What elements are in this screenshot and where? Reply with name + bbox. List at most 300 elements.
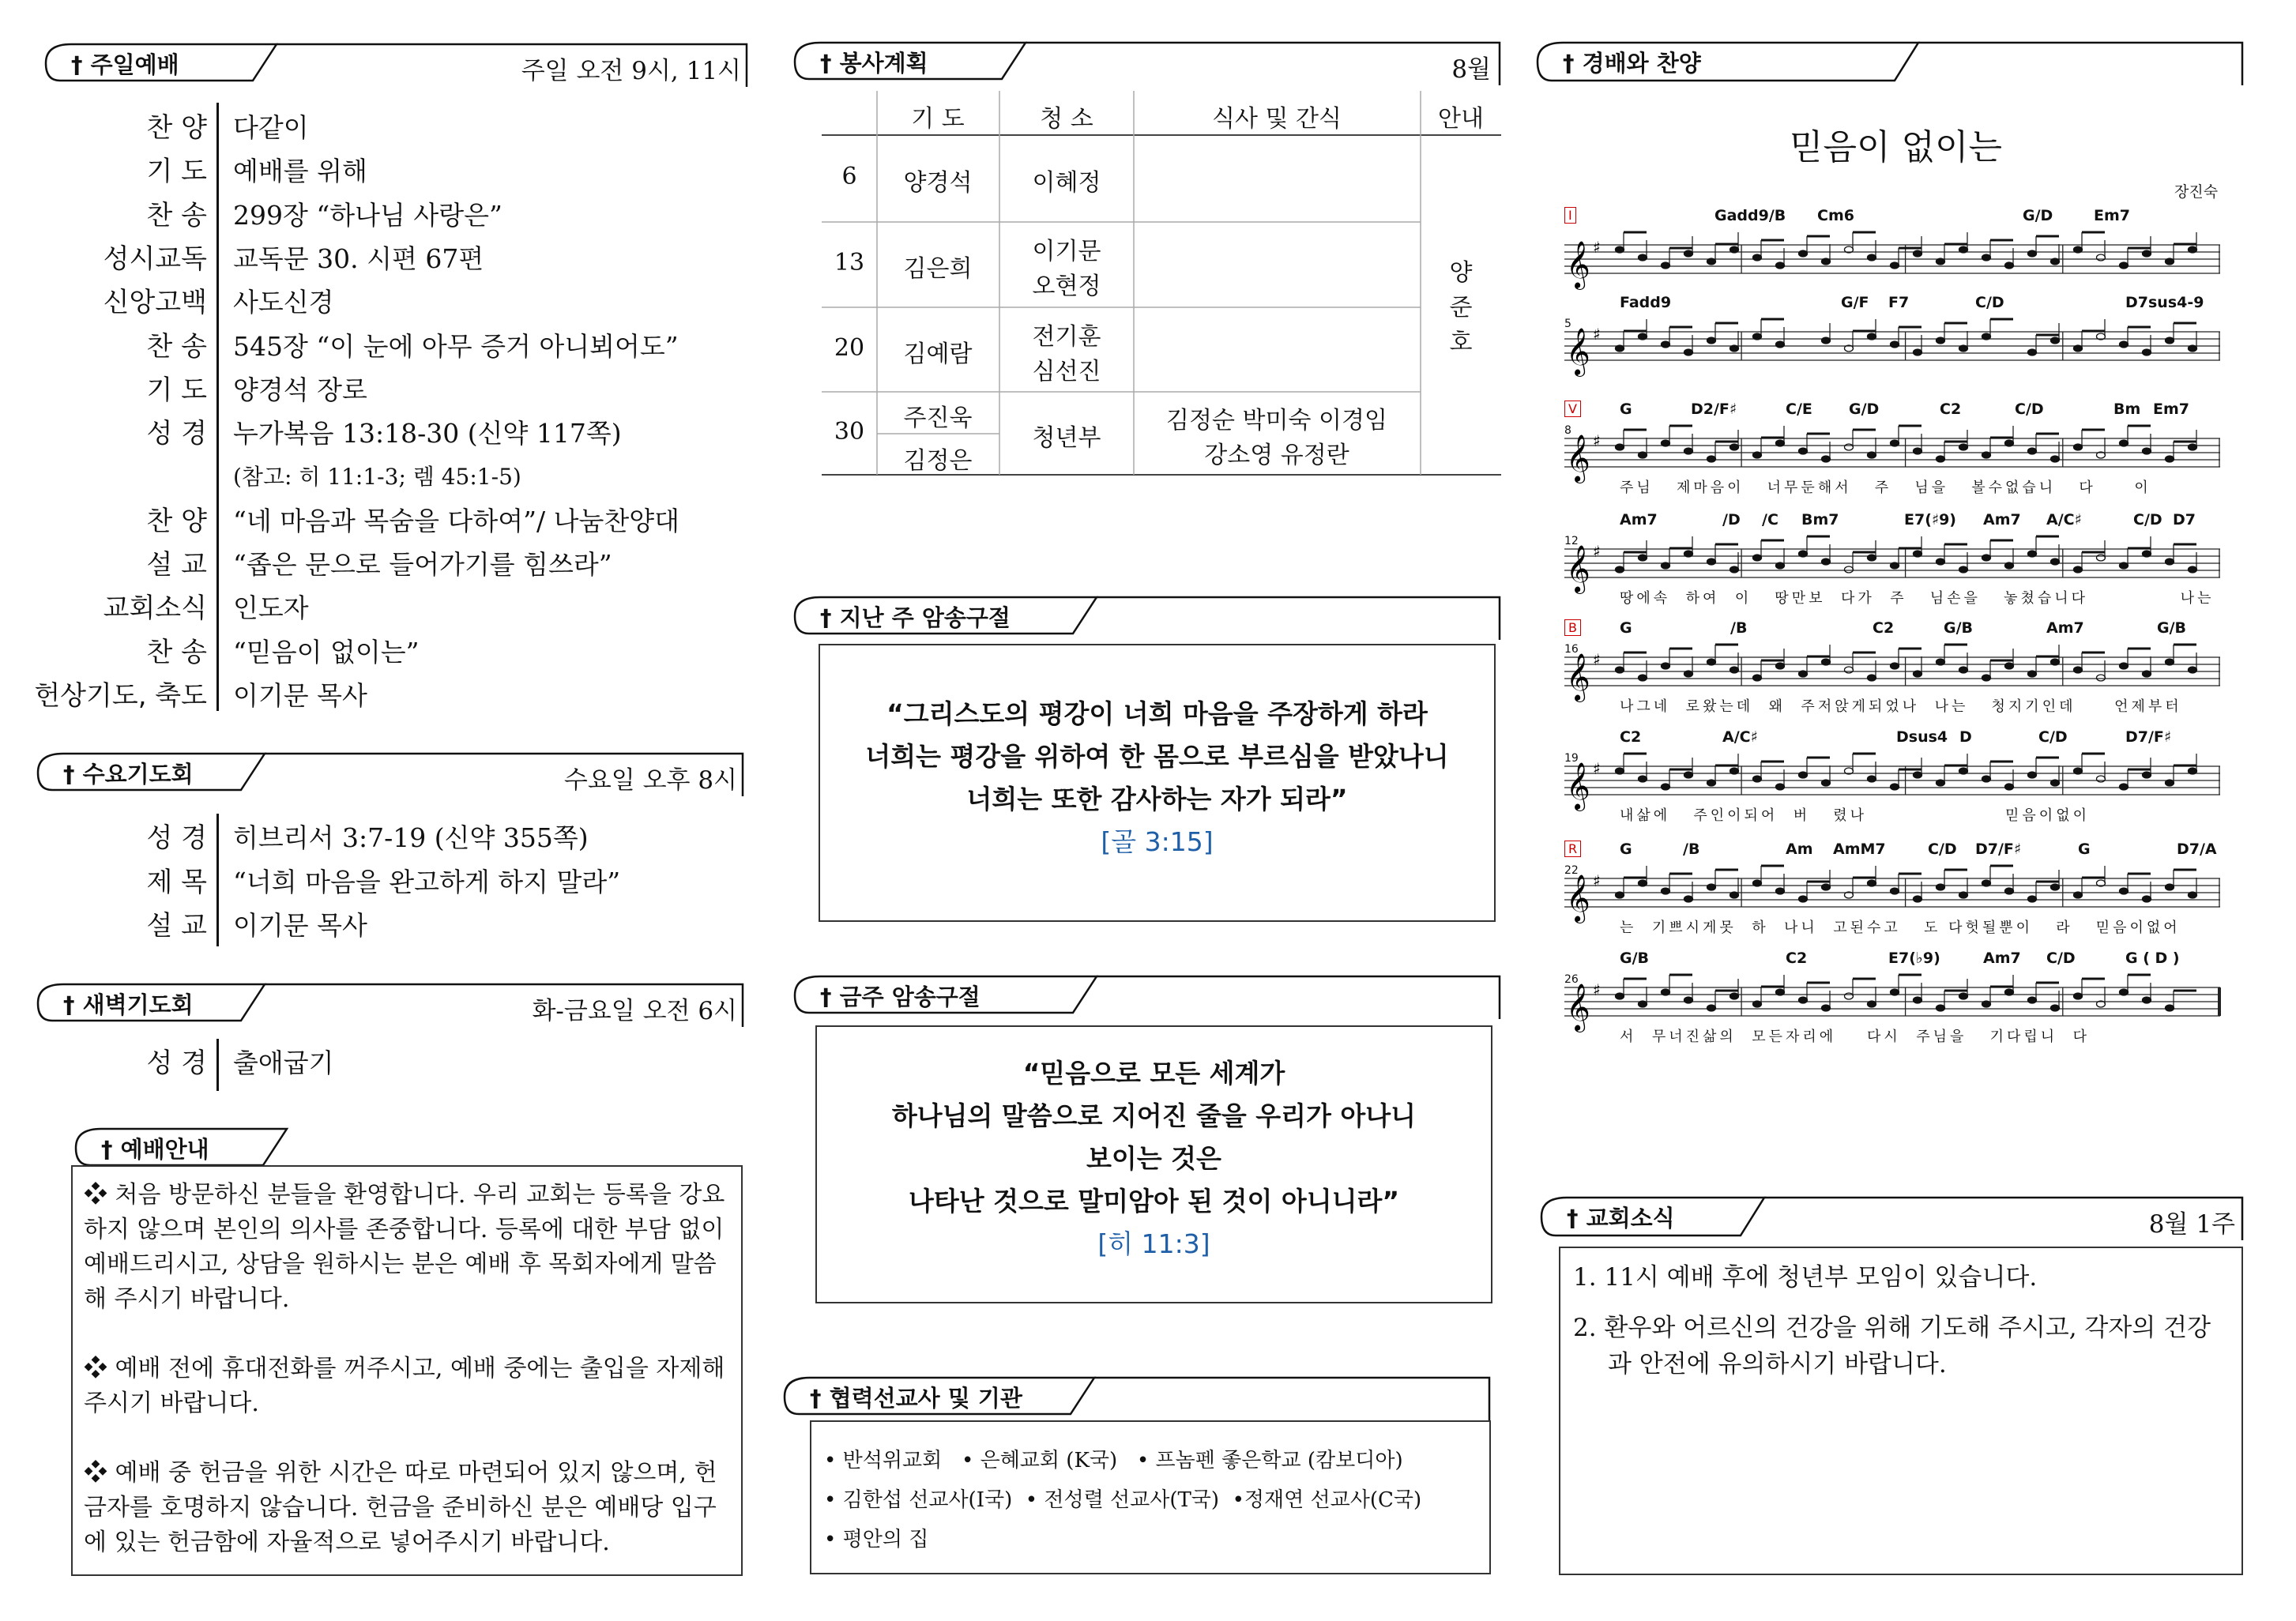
note-head [1914,551,1922,557]
rehearsal-mark: R [1564,841,1581,857]
worship-label: 교회소식 [103,592,207,625]
wednesday-title: † 수요기도회 [63,761,194,788]
note-head [2028,250,2037,257]
note-head [2097,675,2106,681]
note-head [2120,888,2129,894]
rehearsal-mark: I [1564,207,1576,224]
news-box [1559,1247,2243,1575]
note-head [2189,667,2197,673]
table-day: 13 [834,249,865,276]
chord-symbol: G [1620,841,1632,858]
wednesday-divider [216,814,219,946]
note-head [1639,776,1647,782]
note-head [2005,562,2014,569]
key-signature-sharp-icon: ♯ [1593,325,1601,344]
worship-value: (참고: 히 11:1-3; 렘 45:1-5) [233,464,521,491]
table-guide-name: 준 [1449,294,1473,322]
chord-symbol: G [2078,841,2091,858]
note-head [1776,341,1785,348]
worship-value: 545장 “이 눈에 아무 증거 아니뵈어도” [233,330,679,362]
note-head [1662,989,1670,995]
worship-value: “좁은 문으로 들어가기를 힘쓰라” [233,549,612,580]
chord-symbol: Am7 [1620,511,1658,528]
note-head [1799,671,1808,677]
chord-symbol: A/C♯ [1722,728,1758,746]
note-head [1937,337,1945,344]
note-head [2028,671,2037,677]
note-head [1914,671,1922,677]
treble-clef-icon: 𝄞 [1566,434,1590,482]
key-signature-sharp-icon: ♯ [1593,542,1601,561]
note-head [1799,896,1808,902]
note-head [1684,349,1693,355]
service-plan-title: † 봉사계획 [820,50,928,77]
worship-value: “네 마음과 목숨을 다하여”/ 나눔찬양대 [233,505,679,536]
note-head [1730,444,1739,450]
chord-symbol: E7(♯9) [1904,511,1956,528]
wednesday-value: 히브리서 3:7-19 (신약 355쪽) [233,822,589,853]
this-verse-line-3: 보이는 것은 [1086,1143,1221,1174]
note-head [2189,892,2197,898]
note-head [1707,258,1716,265]
this-verse-line-2: 하나님의 말씀으로 지어진 줄을 우리가 아나니 [891,1100,1417,1131]
this-verse-reference: [히 11:3] [1097,1228,1210,1259]
dawn-divider [216,1039,219,1091]
chord-symbol: Em7 [2153,401,2189,418]
this-verse-title: † 금주 암송구절 [820,984,981,1010]
note-head [2189,768,2197,774]
note-head [1730,246,1739,253]
note-head [1753,776,1762,782]
worship-value: 다같이 [233,112,309,143]
note-head [2028,997,2037,1003]
chord-symbol: /D [1722,511,1741,528]
note-head [2028,772,2037,778]
note-head [1684,250,1693,257]
treble-clef-icon: 𝄞 [1566,328,1590,375]
note-head [1662,888,1670,894]
worship-label: 찬 양 [146,112,207,144]
chord-symbol: G/F [1841,294,1869,311]
table-cell: 심선진 [1032,357,1101,386]
note-head [1753,452,1762,458]
note-head [1937,884,1945,890]
note-head [2120,784,2129,790]
table-header: 식사 및 간식 [1212,105,1342,133]
table-cell: 강소영 유정란 [1204,441,1349,469]
chord-symbol: AmM7 [1833,841,1886,858]
note-head [1822,337,1831,344]
last-verse-line-2: 너희는 평강을 위하여 한 몸으로 부르심을 받았나니 [865,741,1449,772]
chord-symbol: A/C♯ [2046,511,2082,528]
worship-label: 성시교독 [103,243,207,275]
note-head [1616,566,1624,573]
note-head [2166,884,2174,890]
note-head [1730,667,1739,673]
last-verse-line-3: 너희는 또한 감사하는 자가 되라” [966,784,1348,814]
note-head [1891,262,1899,269]
note-head [1937,258,1945,265]
this-verse-header [789,973,1502,1021]
chord-symbol: /B [1683,841,1700,858]
note-head [2051,1005,2060,1011]
table-cell: 오현정 [1032,273,1101,300]
note-head [2051,258,2060,265]
chord-symbol: Fadd9 [1620,294,1672,311]
note-head [1937,1005,1945,1011]
note-head [2005,440,2014,446]
worship-value: 사도신경 [233,287,334,318]
note-head [2166,337,2174,344]
note-head [1707,1005,1716,1011]
note-head [1822,1005,1831,1011]
news-item-1: 1. 11시 예배 후에 청년부 모임이 있습니다. [1573,1263,2038,1292]
chord-symbol: C2 [1873,619,1895,637]
note-head [1776,989,1785,995]
measure-number: 8 [1564,424,1571,437]
note-head [1730,993,1739,999]
chord-symbol: C/D [1975,294,2004,311]
note-head [1868,776,1876,782]
chord-symbol: F7 [1888,294,1910,311]
note-head [1868,880,1876,886]
chord-symbol: C/D [1928,841,1957,858]
worship-label: 찬 송 [146,199,207,231]
note-head [1799,448,1808,454]
note-head [1776,888,1785,894]
table-day: 6 [841,163,857,190]
news-header [1535,1194,2246,1242]
note-head [1959,667,1968,673]
note-head [2143,997,2151,1003]
table-header: 기 도 [911,105,965,133]
worship-label: 설 교 [146,549,207,581]
note-head [1959,892,1968,898]
note-head [1639,555,1647,561]
note-head [1914,896,1922,902]
note-head [1891,784,1899,790]
note-head [1753,675,1762,681]
lyric-line: 주님 제마음이 너무둔해서 주 님을 볼수없습니 다 이 [1620,480,2151,496]
note-head [1891,562,1899,569]
note-head [1776,440,1785,446]
chord-symbol: D7sus4-9 [2125,294,2204,311]
note-head [2189,345,2197,352]
note-head [1937,659,1945,665]
key-signature-sharp-icon: ♯ [1593,238,1601,257]
note-head [2189,444,2197,450]
note-head [1822,456,1831,462]
note-head [1639,880,1647,886]
note-head [2028,349,2037,355]
treble-clef-icon: 𝄞 [1566,874,1590,922]
worship-header [40,41,751,88]
note-head [2005,663,2014,669]
note-head [2074,667,2083,673]
note-head [1684,551,1693,557]
note-head [1753,1001,1762,1007]
note-head [1730,892,1739,898]
table-cell: 양경석 [903,169,973,197]
guide-paragraph-2: ❖ 예배 전에 휴대전화를 꺼주시고, 예배 중에는 출입을 자제해 주시기 바랍니다. [84,1355,725,1417]
chord-symbol: D2/F♯ [1691,401,1737,418]
note-head [2028,448,2037,454]
note-head [1959,444,1968,450]
treble-clef-icon: 𝄞 [1566,241,1590,288]
note-head [2143,448,2151,454]
note-head [1914,772,1922,778]
praise-title: † 경배와 찬양 [1563,50,1701,77]
note-head [1639,675,1647,681]
note-head [1662,784,1670,790]
table-cell: 김정순 박미숙 이경임 [1166,406,1387,434]
note-head [1616,345,1624,352]
measure-number: 22 [1564,864,1579,877]
chord-symbol: C/D [2046,950,2076,967]
note-head [2005,784,2014,790]
note-head [1982,675,1991,681]
note-head [2120,562,2129,569]
note-head [1662,440,1670,446]
worship-label: 찬 송 [146,636,207,668]
note-head [2143,349,2151,355]
note-head [2051,456,2060,462]
note-head [2166,659,2174,665]
chord-symbol: D7/A [2177,841,2217,858]
worship-title: † 주일예배 [71,51,179,78]
note-head [1684,772,1693,778]
note-head [2074,993,2083,999]
note-head [1616,667,1624,673]
note-head [2120,440,2129,446]
note-head [2051,337,2060,344]
chord-symbol: G/B [1944,619,1974,637]
rehearsal-mark: B [1564,619,1581,636]
note-head [1959,768,1968,774]
note-head [1982,776,1991,782]
note-head [1868,452,1876,458]
note-head [1868,555,1876,561]
note-head [2051,659,2060,665]
note-head [1616,246,1624,253]
note-head [1776,784,1785,790]
dawn-value: 출애굽기 [233,1047,334,1078]
chord-symbol: C/D [2133,511,2162,528]
key-signature-sharp-icon: ♯ [1593,980,1601,999]
missionaries-line-2: • 김한섭 선교사(I국) • 전성렬 선교사(T국) •정재연 선교사(C국) [824,1488,1422,1512]
note-head [1684,448,1693,454]
wednesday-label: 성 경 [146,822,207,854]
worship-label: 성 경 [146,418,207,450]
note-head [2143,250,2151,257]
note-head [1707,884,1716,890]
note-head [1639,333,1647,340]
chord-symbol: G/B [1620,950,1650,967]
note-head [1982,254,1991,261]
chord-symbol: Am7 [1983,950,2021,967]
note-head [2051,884,2060,890]
note-head [1639,254,1647,261]
treble-clef-icon: 𝄞 [1566,984,1590,1031]
note-head [1799,250,1808,257]
note-head [2074,345,2083,352]
note-head [2074,768,2083,774]
note-head [2097,776,2106,782]
chord-symbol: D7/F♯ [1975,841,2022,858]
note-head [2074,566,2083,573]
note-head [2166,258,2174,265]
note-head [1845,444,1854,450]
note-head [2028,551,2037,557]
this-verse-line-1: “믿음으로 모든 세계가 [1022,1058,1285,1089]
dawn-label: 성 경 [146,1047,207,1079]
note-head [1684,997,1693,1003]
lyric-line: 나그네 로왔는데 왜 주저앉게되었나 나는 청지기인데 언제부터 [1620,698,2182,715]
table-cell: 주진욱 [903,404,973,432]
worship-label: 찬 송 [146,330,207,363]
note-head [1914,997,1922,1003]
note-head [1914,349,1922,355]
table-day: 30 [834,417,865,446]
measure-number: 12 [1564,535,1579,547]
chord-symbol: Bm7 [1801,511,1839,528]
note-head [2143,671,2151,677]
worship-value: 누가복음 13:18-30 (신약 117쪽) [233,418,622,449]
staff [1564,229,2236,292]
note-head [1822,659,1831,665]
treble-clef-icon: 𝄞 [1566,653,1590,701]
guide-box [71,1165,743,1576]
worship-value: 인도자 [233,592,309,624]
table-cell: 김정은 [903,447,973,475]
lyric-line: 는 기쁘시게못 하 나니 고된수고 도 다헛될뿐이 라 믿음이없어 [1620,920,2181,936]
note-head [1707,659,1716,665]
worship-label: 기 도 [146,374,207,406]
treble-clef-icon: 𝄞 [1566,762,1590,810]
note-head [1707,559,1716,565]
last-verse-reference: [골 3:15] [1101,826,1214,857]
note-head [1959,993,1968,999]
chord-symbol: /B [1730,619,1748,637]
last-verse-line-1: “그리스도의 평강이 너희 마음을 주장하게 하라 [886,698,1428,729]
key-signature-sharp-icon: ♯ [1593,759,1601,778]
note-head [1845,993,1854,999]
rehearsal-mark: V [1564,401,1581,417]
note-head [1753,555,1762,561]
note-head [2005,262,2014,269]
note-head [2097,254,2106,261]
note-head [2166,1005,2174,1011]
dawn-header [32,981,747,1029]
last-verse-header [789,594,1502,641]
note-head [2005,989,2014,995]
note-head [1662,663,1670,669]
note-head [2074,444,2083,450]
note-head [2120,663,2129,669]
measure-number: 26 [1564,973,1579,986]
note-head [1959,246,1968,253]
dawn-time: 화-금요일 오전 6시 [532,997,737,1025]
note-head [1891,989,1899,995]
note-head [1662,262,1670,269]
worship-label: 헌상기도, 축도 [34,679,207,712]
worship-time: 주일 오전 9시, 11시 [521,57,741,85]
table-cell: 전기훈 [1032,322,1101,351]
worship-value: 교독문 30. 시편 67편 [233,243,484,274]
note-head [1845,667,1854,673]
missionaries-line-3: • 평안의 집 [824,1528,929,1551]
treble-clef-icon: 𝄞 [1566,545,1590,592]
lyric-line: 땅에속 하여 이 땅만보 다가 주 님손을 놓쳤습니다 나는 [1620,590,2215,607]
note-head [1662,562,1670,569]
this-verse-line-4: 나타난 것으로 말미암아 된 것이 아니니라” [908,1186,1400,1217]
note-head [2028,896,2037,902]
song-title: 믿음이 없이는 [1790,127,2003,167]
table-header: 청 소 [1040,105,1093,133]
table-cell: 청년부 [1032,423,1101,452]
news-week: 8월 1주 [2148,1210,2235,1239]
note-head [1822,258,1831,265]
note-head [1982,333,1991,340]
note-head [1891,663,1899,669]
this-verse-text [815,1052,1492,1266]
worship-value: 299장 “하나님 사랑은” [233,199,502,231]
note-head [1937,559,1945,565]
note-head [1868,333,1876,340]
chord-symbol: G/D [1849,401,1880,418]
worship-label: 기 도 [146,156,207,188]
chord-symbol: Cm6 [1817,207,1854,224]
chord-symbol: G ( D ) [2125,950,2180,967]
note-head [2120,262,2129,269]
note-head [2005,888,2014,894]
wednesday-header [32,750,747,798]
note-head [1730,768,1739,774]
note-head [1822,780,1831,786]
chord-symbol: Bm [2113,401,2141,418]
last-verse-text [819,693,1496,863]
wednesday-value: 이기문 목사 [233,910,367,941]
chord-symbol: /C [1762,511,1778,528]
note-head [1959,566,1968,573]
note-head [1753,333,1762,340]
worship-value: 예배를 위해 [233,156,367,187]
measure-number: 16 [1564,643,1579,656]
chord-symbol: C2 [1620,728,1642,746]
chord-symbol: G [1620,619,1632,637]
worship-label: 신앙고백 [103,287,207,319]
missionaries-title: † 협력선교사 및 기관 [810,1385,1022,1412]
key-signature-sharp-icon: ♯ [1593,431,1601,450]
worship-divider [216,103,219,711]
table-guide-name: 호 [1449,329,1473,356]
note-head [1799,772,1808,778]
note-head [2097,555,2106,561]
note-head [2143,551,2151,557]
note-head [2189,566,2197,573]
note-head [1891,341,1899,348]
note-head [1914,250,1922,257]
news-title: † 교회소식 [1567,1205,1675,1232]
chord-symbol: G/D [2023,207,2053,224]
wednesday-value: “너희 마음을 완고하게 하지 말라” [233,866,621,897]
note-head [1753,254,1762,261]
guide-paragraph-3: ❖ 예배 중 헌금을 위한 시간은 따로 마련되어 있지 않으며, 헌금자를 호명하지 않습니다. 헌금을 준비하신 분은 예배당 입구에 있는 헌금함에 자율적으로 넣어주시기 바랍니다. [84,1459,717,1556]
note-head [1616,993,1624,999]
chord-symbol: E7(♭9) [1888,950,1940,967]
note-head [1662,341,1670,348]
service-plan-month: 8월 [1451,55,1491,84]
